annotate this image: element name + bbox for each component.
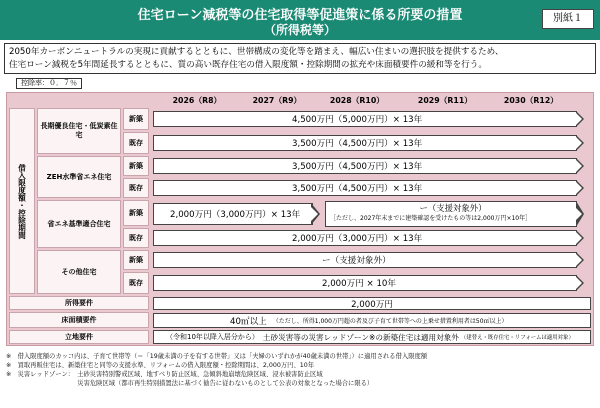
arrow-icon [576, 135, 584, 151]
row-energy-new-2027-note: ［ただし、2027年末までに建築確認を受けたもの等は2,000万円×10年］ [330, 215, 532, 222]
floor-requirement-note: （ただし、所得1,000万円超の者及び子育て世帯等への上乗せ措置利用者は50㎡以上） [272, 318, 508, 325]
intro-line-1: 2050年カーボンニュートラルの実現に貢献するとともに、世帯構成の変化等を踏まえ、幅広い住まいの選択肢を提供するため、 [9, 47, 504, 57]
category-zeh: ZEH水準省エネ住宅 [37, 156, 121, 198]
arrow-icon [576, 158, 584, 174]
page-header [0, 0, 600, 40]
appendix-badge: 別紙１ [542, 9, 594, 29]
income-requirement-value: 2,000万円 [153, 297, 591, 310]
deduction-rate: 控除率：０．７％ [16, 78, 82, 89]
footnote: 災害危険区域（都市再生特別措置法に基づく勧告に従わないものとして公表の対象となった場合に限る） [6, 380, 374, 387]
site-requirement-note-1: （令和10年以降入居分から） [166, 333, 259, 341]
label-new: 新築 [123, 108, 149, 130]
row-energy-new-2027 [325, 201, 577, 227]
row-long-term-new [153, 111, 577, 127]
row-zeh-existing-value: 3,500万円（4,500万円）× 13年 [292, 184, 423, 194]
label-new: 新築 [123, 250, 149, 270]
row-zeh-new [153, 158, 577, 174]
row-energy-new-2026-value: 2,000万円（3,000万円）× 13年 [170, 210, 301, 220]
row-other-new [153, 252, 577, 268]
year-header-2026: 2026（R8） [172, 96, 222, 105]
income-requirement-label: 所得要件 [9, 296, 149, 310]
row-long-term-new-value: 4,500万円（5,000万円）× 13年 [292, 115, 423, 125]
row-energy-new-2027-value: ー（支援対象外） [419, 203, 487, 213]
year-header-2028: 2028（R10） [329, 96, 385, 105]
year-header-2030: 2030（R12） [503, 96, 559, 105]
footnote: ※ 災害レッドゾーン： 土砂災害特別警戒区域、地すべり防止区域、急傾斜地崩壊危険区域、浸水被害防止区域 [6, 371, 323, 378]
footnote: ※ 借入限度額のカッコ内は、子育て世帯等（＝「19歳未満の子を有する世帯」又は「夫婦のいずれかが40歳未満の世帯」）に適用される借入限度額 [6, 353, 428, 360]
intro-box [4, 43, 596, 74]
row-energy-existing-value: 2,000万円（3,000万円）× 13年 [292, 234, 423, 244]
row-zeh-existing [153, 180, 577, 196]
row-energy-new-2026 [153, 203, 313, 225]
row-long-term-existing-value: 3,500万円（4,500万円）× 13年 [292, 139, 423, 149]
label-existing: 既存 [123, 178, 149, 198]
page-subtitle: （所得税等） [263, 23, 336, 37]
row-other-new-value: ー（支援対象外） [322, 256, 391, 266]
site-requirement-box [153, 330, 591, 344]
arrow-icon [576, 275, 584, 291]
group-label: 借入限度額・控除期間 [9, 108, 35, 294]
floor-requirement-box [153, 313, 591, 328]
label-existing: 既存 [123, 228, 149, 248]
arrow-icon [576, 111, 584, 127]
label-existing: 既存 [123, 272, 149, 294]
row-long-term-existing [153, 135, 577, 151]
site-requirement-note-2: （建替え・既存住宅・リフォームは適用対象） [460, 335, 574, 341]
footnote: ※ 買取再販住宅は、新築住宅と同等の支援水準、リフォームの借入限度額・控除期間は、2,000万円、10年 [6, 362, 315, 369]
intro-line-2: 住宅ローン減税を5年間延長するとともに、質の高い既存住宅の借入限度額・控除期間の拡充や床面積要件の緩和等を行う。 [9, 60, 487, 70]
footnotes [6, 352, 596, 388]
arrow-icon [311, 203, 320, 225]
row-other-existing-value: 2,000万円 × 10年 [322, 279, 396, 289]
page-title: 住宅ローン減税等の住宅取得等促進策に係る所要の措置 [137, 8, 463, 23]
category-energy: 省エネ基準適合住宅 [37, 200, 121, 248]
floor-requirement-value: 40㎡以上 [230, 316, 267, 327]
label-new: 新築 [123, 200, 149, 226]
year-header-2029: 2029（R11） [417, 96, 473, 105]
arrow-icon [576, 180, 584, 196]
arrow-icon [576, 252, 584, 268]
label-new: 新築 [123, 156, 149, 176]
site-requirement-value: 土砂災害等の災害レッドゾーン※の新築住宅は適用対象外 [262, 332, 459, 342]
row-energy-existing [153, 230, 577, 246]
row-other-existing [153, 275, 577, 291]
year-header-2027: 2027（R9） [252, 96, 302, 105]
site-requirement-label: 立地要件 [9, 330, 149, 344]
arrow-icon [576, 230, 584, 246]
floor-requirement-label: 床面積要件 [9, 312, 149, 328]
category-other: その他住宅 [37, 250, 121, 294]
label-existing: 既存 [123, 132, 149, 154]
arrow-icon [576, 201, 584, 227]
row-zeh-new-value: 3,500万円（4,500万円）× 13年 [292, 162, 423, 172]
category-long-term: 長期優良住宅・低炭素住宅 [37, 108, 121, 154]
